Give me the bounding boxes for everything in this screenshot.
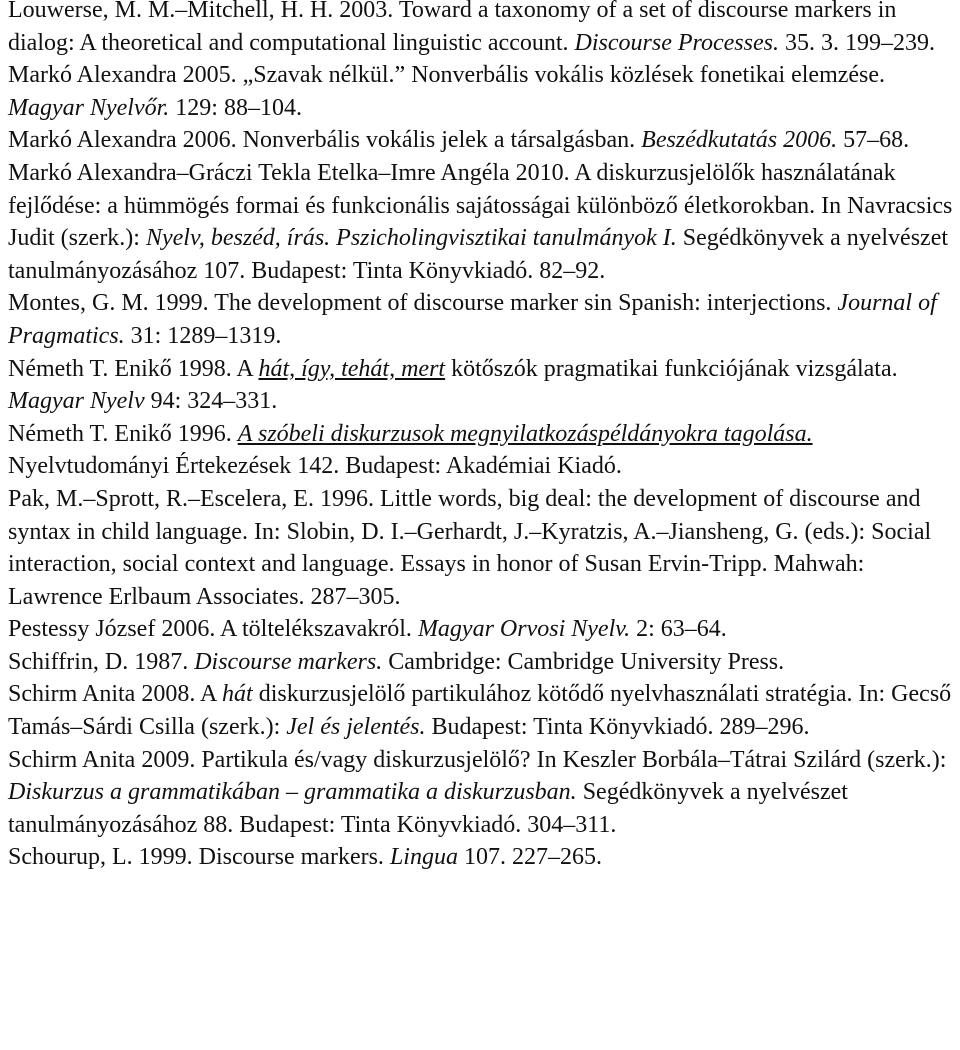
reference-entry-nemeth-1998 (8, 353, 960, 418)
reference-text: Cambridge: Cambridge University Press. (382, 648, 785, 675)
reference-text: Montes, G. M. 1999. The development of discourse marker sin Spanish: interjections. (8, 290, 838, 317)
reference-entry-marko-2006 (8, 124, 960, 157)
reference-text: Budapest: Tinta Könyvkiadó. 289–296. (425, 714, 810, 741)
reference-entry-louwerse-2003 (8, 0, 960, 59)
reference-italic-text: Magyar Nyelvőr. (8, 94, 170, 121)
reference-italic-text: hát (222, 681, 253, 708)
reference-text: Schirm Anita 2009. Partikula és/vagy diskurzusjelölő? In Keszler Borbála–Tátrai Szilárd (szerk.): (8, 746, 947, 773)
reference-text: Louwerse, M. M.–Mitchell, H. H. 2003. Toward a taxonomy of a set of discourse markers in dialog: A theoretical and computational linguistic account. (8, 0, 897, 56)
reference-entry-schiffrin-1987 (8, 646, 960, 679)
reference-text: 57–68. (837, 127, 910, 154)
reference-text: 31: 1289–1319. (124, 322, 282, 349)
reference-entry-schirm-2008 (8, 678, 960, 743)
reference-text: 35. 3. 199–239. (778, 29, 935, 56)
reference-text: Németh T. Enikő 1998. A (8, 355, 259, 382)
reference-text: Markó Alexandra 2006. Nonverbális vokális jelek a társalgásban. (8, 127, 642, 154)
reference-entry-marko-2005 (8, 59, 960, 124)
reference-italic-text: Journal of Pragmatics. (8, 290, 937, 349)
reference-italic-text: Nyelv, beszéd, írás. Pszicholingvisztikai tanulmányok I. (145, 225, 677, 252)
reference-text: Nyelvtudományi Értekezések 142. Budapest: Akadémiai Kiadó. (8, 453, 622, 480)
reference-italic-text: Beszédkutatás 2006. (641, 127, 838, 154)
reference-italic-text: Magyar Orvosi Nyelv. (417, 616, 631, 643)
reference-text: Segédkönyvek a nyelvészet tanulmányozásához 88. Budapest: Tinta Könyvkiadó. 304–311. (8, 779, 848, 838)
reference-italic-text: Jel és jelentés. (286, 714, 426, 741)
reference-italic-text: Discourse markers. (194, 648, 383, 675)
reference-entry-marko-graczi-imre-2010 (8, 157, 960, 287)
reference-text: 2: 63–64. (630, 616, 727, 643)
reference-text: Schourup, L. 1999. Discourse markers. (8, 844, 390, 871)
reference-italic-text: Magyar Nyelv (8, 388, 145, 415)
reference-italic-text: Diskurzus a grammatikában – grammatika a diskurzusban. (8, 779, 577, 806)
reference-entry-montes-1999 (8, 287, 960, 352)
reference-text: 107. 227–265. (457, 844, 602, 871)
reference-text: diskurzusjelölő partikulához kötődő nyelvhasználati stratégia. In: Gecső Tamás–Sárdi Csilla (szerk.): (8, 681, 952, 741)
reference-italic-text: hát, így, tehát, mert (258, 355, 446, 382)
reference-text: Schiffrin, D. 1987. (8, 648, 195, 675)
reference-text: 129: 88–104. (169, 94, 302, 121)
reference-text: Segédkönyvek a nyelvészet tanulmányozásához 107. Budapest: Tinta Könyvkiadó. 82–92. (8, 225, 949, 284)
reference-text: Markó Alexandra 2005. „Szavak nélkül.” Nonverbális vokális közlések fonetikai elemzése. (8, 62, 886, 89)
reference-entry-nemeth-1996 (8, 418, 960, 483)
reference-text: Németh T. Enikő 1996. (8, 420, 238, 447)
reference-entry-pak-1996 (8, 483, 960, 613)
reference-italic-text: A szóbeli diskurzusok megnyilatkozáspéldányokra tagolása. (237, 420, 813, 447)
reference-text: Pestessy József 2006. A töltelékszavakról. (8, 616, 418, 643)
reference-text: Markó Alexandra–Gráczi Tekla Etelka–Imre Angéla 2010. A diskurzusjelölők használatának fejlődése: a hümmögés formai és funkcionális sajátosságai különböző életkorokban. In Navracsics Judit (szerk.): (8, 159, 953, 252)
reference-italic-text: Discourse Processes. (574, 29, 779, 56)
reference-entry-pestessy-2006 (8, 613, 960, 646)
reference-text: Schirm Anita 2008. A (8, 681, 223, 708)
reference-text: Pak, M.–Sprott, R.–Escelera, E. 1996. Little words, big deal: the development of discourse and syntax in child language. In: Slobin, D. I.–Gerhardt, J.–Kyratzis, A.–Jiansheng, G. (eds.): Social interaction, social context and language. Essays in honor of Susan Ervin-Tripp. Mahwah: Lawrence Erlbaum Associates. 287–305. (8, 485, 932, 610)
reference-entry-schirm-2009 (8, 744, 960, 842)
reference-italic-text: Lingua (389, 844, 458, 871)
reference-text: 94: 324–331. (144, 388, 278, 415)
reference-entry-schourup-1999 (8, 841, 960, 874)
reference-text: kötőszók pragmatikai funkciójának vizsgálata. (445, 355, 898, 382)
